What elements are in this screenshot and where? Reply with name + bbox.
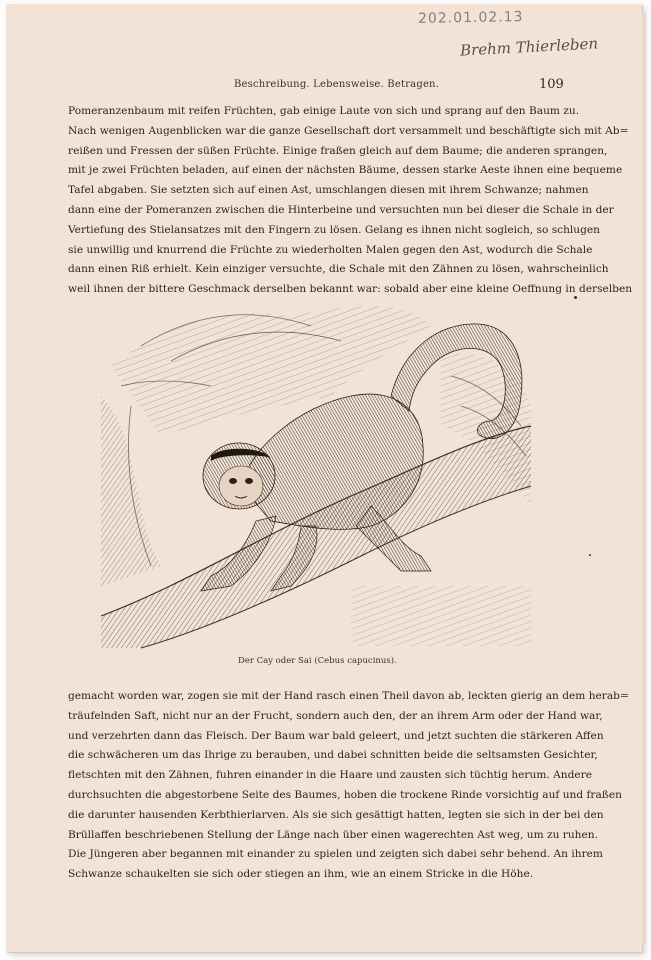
paragraph-top [68,102,633,300]
text-line: Nach wenigen Augenblicken war die ganze Gesellschaft dort versammelt und beschäftigte sich mit Ab= [68,124,629,137]
ink-speck [589,554,591,556]
caption-german: Der Cay oder Sai [238,656,312,666]
text-line: Brüllaffen beschriebenen Stellung der Länge nach über einen wagerechten Ast weg, um zu ruhen. [68,828,598,841]
text-line: dann eine der Pomeranzen zwischen die Hinterbeine und versuchten nun bei dieser die Schale in der [68,203,614,216]
text-line: Die Jüngeren aber begannen mit einander zu spielen und zeigten sich dabei sehr behend. An ihrem [68,848,603,861]
text-line: Tafel abgaben. Sie setzten sich auf einen Ast, umschlangen diesen mit ihrem Schwanze; nahmen [68,184,589,197]
ink-speck [574,296,577,299]
text-line: und verzehrten dann das Fleisch. Der Baum war bald geleert, und jetzt suchten die stärkeren Affen [68,729,604,742]
text-line: Vertiefung des Stielansatzes mit den Fingern zu lösen. Gelang es ihnen nicht sogleich, so schlugen [68,223,600,236]
text-line: sie unwillig und knurrend die Früchte zu wiederholten Malen gegen den Ast, wodurch die Schale [68,243,593,256]
text-line: reißen und Fressen der süßen Früchte. Einige fraßen gleich auf dem Baume; die anderen sprangen, [68,144,608,157]
text-line: dann einen Riß erhielt. Kein einziger versuchte, die Schale mit den Zähnen zu lösen, wahrscheinlich [68,263,609,276]
archive-number: 202.01.02.13 [417,9,524,27]
text-line: die schwächeren um das Ihrige zu berauben, und dabei schnitten beide die seltsamsten Gesichter, [68,749,598,762]
text-line: Schwanze schaukelten sie sich oder stiegen an ihm, wie an einem Stricke in die Höhe. [68,868,534,881]
caption-latin: (Cebus capucinus). [314,656,397,666]
figure-caption [238,656,397,666]
page-number: 109 [539,77,564,92]
text-line: fletschten mit den Zähnen, fuhren einander in die Haare und zausten sich tüchtig herum. Andere [68,769,592,782]
monkey-engraving [101,286,531,648]
text-line: durchsuchten die abgestorbene Seite des Baumes, hoben die trockene Rinde vorsichtig auf und fraßen [68,788,622,801]
book-page [6,4,642,952]
running-header: Beschreibung. Lebensweise. Betragen. [234,79,440,90]
text-line: Pomeranzenbaum mit reifen Früchten, gab einige Laute von sich und sprang auf den Baum zu. [68,105,580,117]
text-line: die darunter hausenden Kerbthierlarven. Als sie sich gesättigt hatten, legten sie sich in der bei den [68,808,604,821]
text-line: gemacht worden war, zogen sie mit der Hand rasch einen Theil davon ab, leckten gierig an dem herab= [68,690,629,702]
text-line: weil ihnen der bittere Geschmack derselben bekannt war: sobald aber eine kleine Oeffnung in derselben [68,283,633,296]
text-line: träufelnden Saft, nicht nur an der Frucht, sondern auch den, der an ihrem Arm oder der Hand war, [68,709,603,722]
text-line: mit je zwei Früchten beladen, auf einen der nächsten Bäume, dessen starke Aeste ihnen eine bequeme [68,164,623,177]
paragraph-bottom [68,687,629,885]
handwritten-signature: Brehm Thierleben [459,34,599,60]
